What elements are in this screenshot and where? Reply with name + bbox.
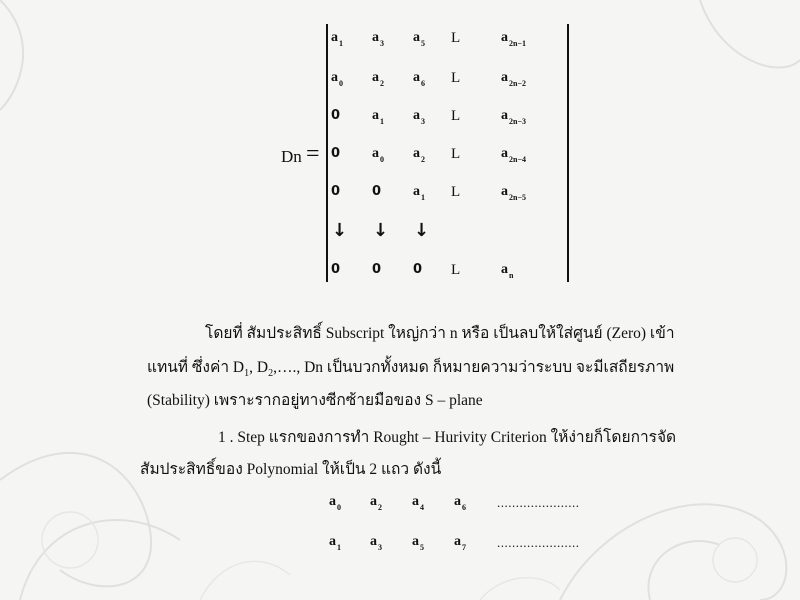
matrix-cell [372, 30, 384, 46]
matrix-cell-base: a [372, 30, 379, 45]
down-arrow-icon: ↓ [414, 220, 430, 241]
down-arrow-icon: ↓ [373, 220, 389, 241]
matrix-cell-base: 0 [331, 108, 341, 123]
matrix-cell-base: a [413, 184, 420, 199]
matrix-cell [331, 146, 340, 162]
paragraph-1-line-2-text-a: แทนที่ ซึ่งค่า D [147, 359, 245, 376]
matrix-cell [451, 30, 460, 47]
matrix-cell-base: 0 [372, 262, 382, 277]
matrix-cell [331, 184, 340, 200]
matrix-cell-subscript: 6 [421, 79, 425, 88]
matrix-cell-subscript: 2 [380, 79, 384, 88]
matrix-cell [451, 108, 460, 125]
matrix-cell-base: a [331, 30, 338, 45]
paragraph-2-line-2: สัมประสิทธิ์ของ Polynomial ให้เป็น 2 แถว ดังนี้ [140, 461, 442, 478]
matrix-cell [372, 108, 384, 124]
matrix-cell [413, 262, 422, 278]
coefficient-base: a [370, 494, 377, 509]
coefficient-base: a [412, 494, 419, 509]
matrix-cell [372, 262, 381, 278]
paragraph-1-line-2 [147, 354, 674, 379]
matrix-cell [372, 70, 384, 86]
coefficient-subscript: 0 [337, 503, 341, 512]
coefficient-subscript: 6 [462, 503, 466, 512]
matrix-cell [501, 70, 526, 86]
paragraph-1-line-2-text-b: , D [249, 359, 269, 376]
matrix-cell-base: a [331, 70, 338, 85]
matrix-cell [413, 108, 425, 124]
coefficient [412, 494, 424, 510]
matrix-cell-base: 0 [331, 146, 341, 161]
determinant [0, 0, 800, 290]
coefficient-base: a [412, 534, 419, 549]
coefficient-subscript: 5 [420, 543, 424, 552]
ellipsis-dots: ...................... [497, 495, 580, 510]
matrix-cell-base: 0 [331, 184, 341, 199]
matrix-cell-base: a [413, 146, 420, 161]
matrix-cell-base: 0 [413, 262, 423, 277]
matrix-cell-subscript: 5 [421, 39, 425, 48]
coefficient [454, 494, 466, 510]
matrix-cell-base: L [451, 70, 461, 86]
matrix-cell-subscript: 1 [380, 117, 384, 126]
matrix-cell-subscript: n [509, 271, 514, 280]
matrix-cell-base: L [451, 108, 461, 124]
matrix-cell-base: 0 [331, 262, 341, 277]
matrix-cell [501, 184, 526, 200]
matrix-cell-base: a [413, 30, 420, 45]
matrix-cell [451, 262, 460, 279]
matrix-cell-subscript: 1 [339, 39, 343, 48]
coefficient-subscript: 3 [378, 543, 382, 552]
matrix-cell-subscript: 2n−2 [509, 79, 527, 88]
matrix-cell [372, 184, 381, 200]
matrix-cell [451, 184, 460, 201]
matrix-cell-subscript: 2n−5 [509, 193, 527, 202]
matrix-cell [413, 30, 425, 46]
matrix-cell [331, 262, 340, 278]
matrix-cell-base: L [451, 146, 461, 162]
coefficient-base: a [370, 534, 377, 549]
matrix-cell [331, 30, 343, 46]
coefficient [454, 534, 466, 550]
matrix-cell [331, 108, 340, 124]
ellipsis-dots: ...................... [497, 535, 580, 550]
matrix-cell-subscript: 2n−3 [509, 117, 527, 126]
matrix-cell-subscript: 0 [380, 155, 384, 164]
coefficient-subscript: 1 [337, 543, 341, 552]
matrix-cell-base: a [501, 30, 508, 45]
matrix-cell-subscript: 1 [421, 193, 425, 202]
coefficient-subscript: 4 [420, 503, 424, 512]
matrix-cell [501, 146, 526, 162]
coefficient-base: a [329, 534, 336, 549]
matrix-cell-base: a [413, 108, 420, 123]
matrix-cell-base: a [501, 262, 508, 277]
matrix-cell [413, 70, 425, 86]
matrix-cell [501, 262, 513, 278]
matrix-cell-subscript: 2n−4 [509, 155, 527, 164]
matrix-cell-subscript: 2 [421, 155, 425, 164]
matrix-cell-subscript: 2n−1 [509, 39, 527, 48]
paragraph-1-line-1: โดยที่ สัมประสิทธิ์ Subscript ใหญ่กว่า n หรือ เป็นลบให้ใส่ศูนย์ (Zero) เข้า [205, 325, 675, 342]
subscript-1: 1 [244, 368, 250, 380]
matrix-cell [413, 146, 425, 162]
coefficient [370, 534, 382, 550]
matrix-cell-base: a [372, 70, 379, 85]
matrix-cell [501, 108, 526, 124]
coefficient-base: a [454, 534, 461, 549]
matrix-cell-base: a [372, 108, 379, 123]
matrix-cell-base: a [501, 146, 508, 161]
matrix-cell [413, 184, 425, 200]
determinant-label: Dn [281, 147, 302, 166]
matrix-cell-base: L [451, 262, 461, 278]
matrix-cell-base: a [501, 184, 508, 199]
coefficient [329, 494, 341, 510]
matrix-cell-base: L [451, 30, 461, 46]
coefficient-base: a [454, 494, 461, 509]
paragraph-1-line-3: (Stability) เพราะรากอยู่ทางซีกซ้ายมือของ S – plane [147, 392, 483, 409]
left-determinant-bar [326, 24, 328, 282]
coefficient [412, 534, 424, 550]
down-arrow-icon: ↓ [332, 220, 348, 241]
matrix-cell-subscript: 3 [421, 117, 425, 126]
matrix-cell-subscript: 3 [380, 39, 384, 48]
right-determinant-bar [567, 24, 569, 282]
matrix-cell [372, 146, 384, 162]
coefficient-base: a [329, 494, 336, 509]
matrix-cell-base: L [451, 184, 461, 200]
coefficient [329, 534, 341, 550]
coefficient-subscript: 7 [462, 543, 466, 552]
matrix-cell [451, 146, 460, 163]
matrix-cell-base: a [372, 146, 379, 161]
matrix-cell [451, 70, 460, 87]
paragraph-1-line-2-text-c: ,…., Dn เป็นบวกทั้งหมด ก็หมายความว่าระบบ จะมีเสถียรภาพ [273, 359, 675, 376]
matrix-cell [501, 30, 526, 46]
matrix-cell [331, 70, 343, 86]
matrix-cell-base: a [501, 108, 508, 123]
coefficient-subscript: 2 [378, 503, 382, 512]
coefficient [370, 494, 382, 510]
matrix-cell-base: a [501, 70, 508, 85]
matrix-cell-subscript: 0 [339, 79, 343, 88]
matrix-cell-base: 0 [372, 184, 382, 199]
paragraph-2-line-1: 1 . Step แรกของการทำ Rought – Hurivity Criterion ให้ง่ายก็โดยการจัด [218, 429, 677, 446]
subscript-2: 2 [268, 368, 274, 380]
equals-sign: = [306, 141, 320, 167]
matrix-cell-base: a [413, 70, 420, 85]
